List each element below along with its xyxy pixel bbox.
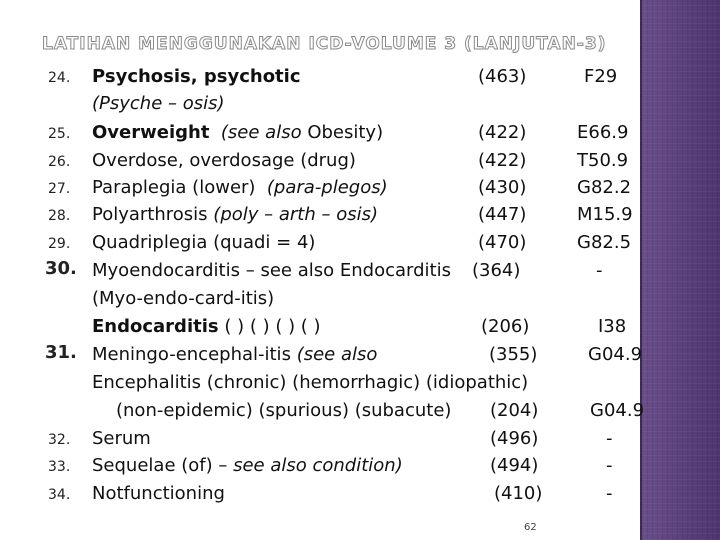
item-number: 29. xyxy=(48,236,71,252)
item-number: 25. xyxy=(48,126,71,142)
icd-code: G04.9 xyxy=(590,400,645,421)
item-description: Sequelae (of) – see also condition) xyxy=(92,455,403,476)
index-page: (355) xyxy=(489,344,538,365)
index-page: (494) xyxy=(490,455,539,476)
item-description: Overdose, overdosage (drug) xyxy=(92,150,356,171)
icd-code: G82.2 xyxy=(577,177,632,198)
item-description: Serum xyxy=(92,428,151,449)
item-description: Psychosis, psychotic xyxy=(92,66,301,87)
item-description: Overweight (see also Obesity) xyxy=(92,122,384,143)
index-page: (470) xyxy=(478,232,527,253)
icd-code: F29 xyxy=(584,66,618,87)
item-description: Quadriplegia (quadi = 4) xyxy=(92,232,316,253)
icd-code: - xyxy=(606,483,613,504)
index-page: (206) xyxy=(481,316,530,337)
page-number: 62 xyxy=(524,522,537,533)
item-description: Endocarditis ( ) ( ) ( ) ( ) xyxy=(92,316,321,337)
item-continuation: (non-epidemic) (spurious) (subacute) xyxy=(116,400,452,421)
icd-code: - xyxy=(606,428,613,449)
index-page: (447) xyxy=(478,204,527,225)
slide-title: LATIHAN MENGGUNAKAN ICD-VOLUME 3 (LANJUTAN-3) xyxy=(42,34,607,54)
item-description: Paraplegia (lower) (para-plegos) xyxy=(92,177,388,198)
index-page: (496) xyxy=(490,428,539,449)
index-page: (364) xyxy=(472,260,521,281)
item-number: 26. xyxy=(48,154,71,170)
icd-code: M15.9 xyxy=(577,204,633,225)
index-page: (422) xyxy=(478,122,527,143)
item-etymology: (Psyche – osis) xyxy=(92,93,225,114)
icd-code: E66.9 xyxy=(577,122,629,143)
item-description: Meningo-encephal-itis (see also xyxy=(92,344,378,365)
index-page: (463) xyxy=(478,66,527,87)
index-page: (430) xyxy=(478,177,527,198)
item-etymology: (Myo-endo-card-itis) xyxy=(92,288,275,309)
item-description: Polyarthrosis (poly – arth – osis) xyxy=(92,204,378,225)
decorative-side-band xyxy=(642,0,720,540)
item-number: 32. xyxy=(48,432,71,448)
item-number: 33. xyxy=(48,459,71,475)
icd-code: - xyxy=(596,260,603,281)
icd-code: T50.9 xyxy=(577,150,629,171)
index-page: (422) xyxy=(478,150,527,171)
item-number: 34. xyxy=(48,487,71,503)
item-number: 24. xyxy=(48,70,71,86)
index-page: (410) xyxy=(494,483,543,504)
item-number: 27. xyxy=(48,181,71,197)
item-number: 31. xyxy=(45,342,77,363)
item-description: Myoendocarditis – see also Endocarditis xyxy=(92,260,451,281)
item-number: 28. xyxy=(48,208,71,224)
index-page: (204) xyxy=(490,400,539,421)
item-description: Notfunctioning xyxy=(92,483,225,504)
icd-code: I38 xyxy=(598,316,627,337)
item-continuation: Encephalitis (chronic) (hemorrhagic) (idiopathic) xyxy=(92,372,529,393)
icd-code: - xyxy=(606,455,613,476)
item-number: 30. xyxy=(45,258,77,279)
icd-code: G82.5 xyxy=(577,232,632,253)
icd-code: G04.9 xyxy=(588,344,643,365)
